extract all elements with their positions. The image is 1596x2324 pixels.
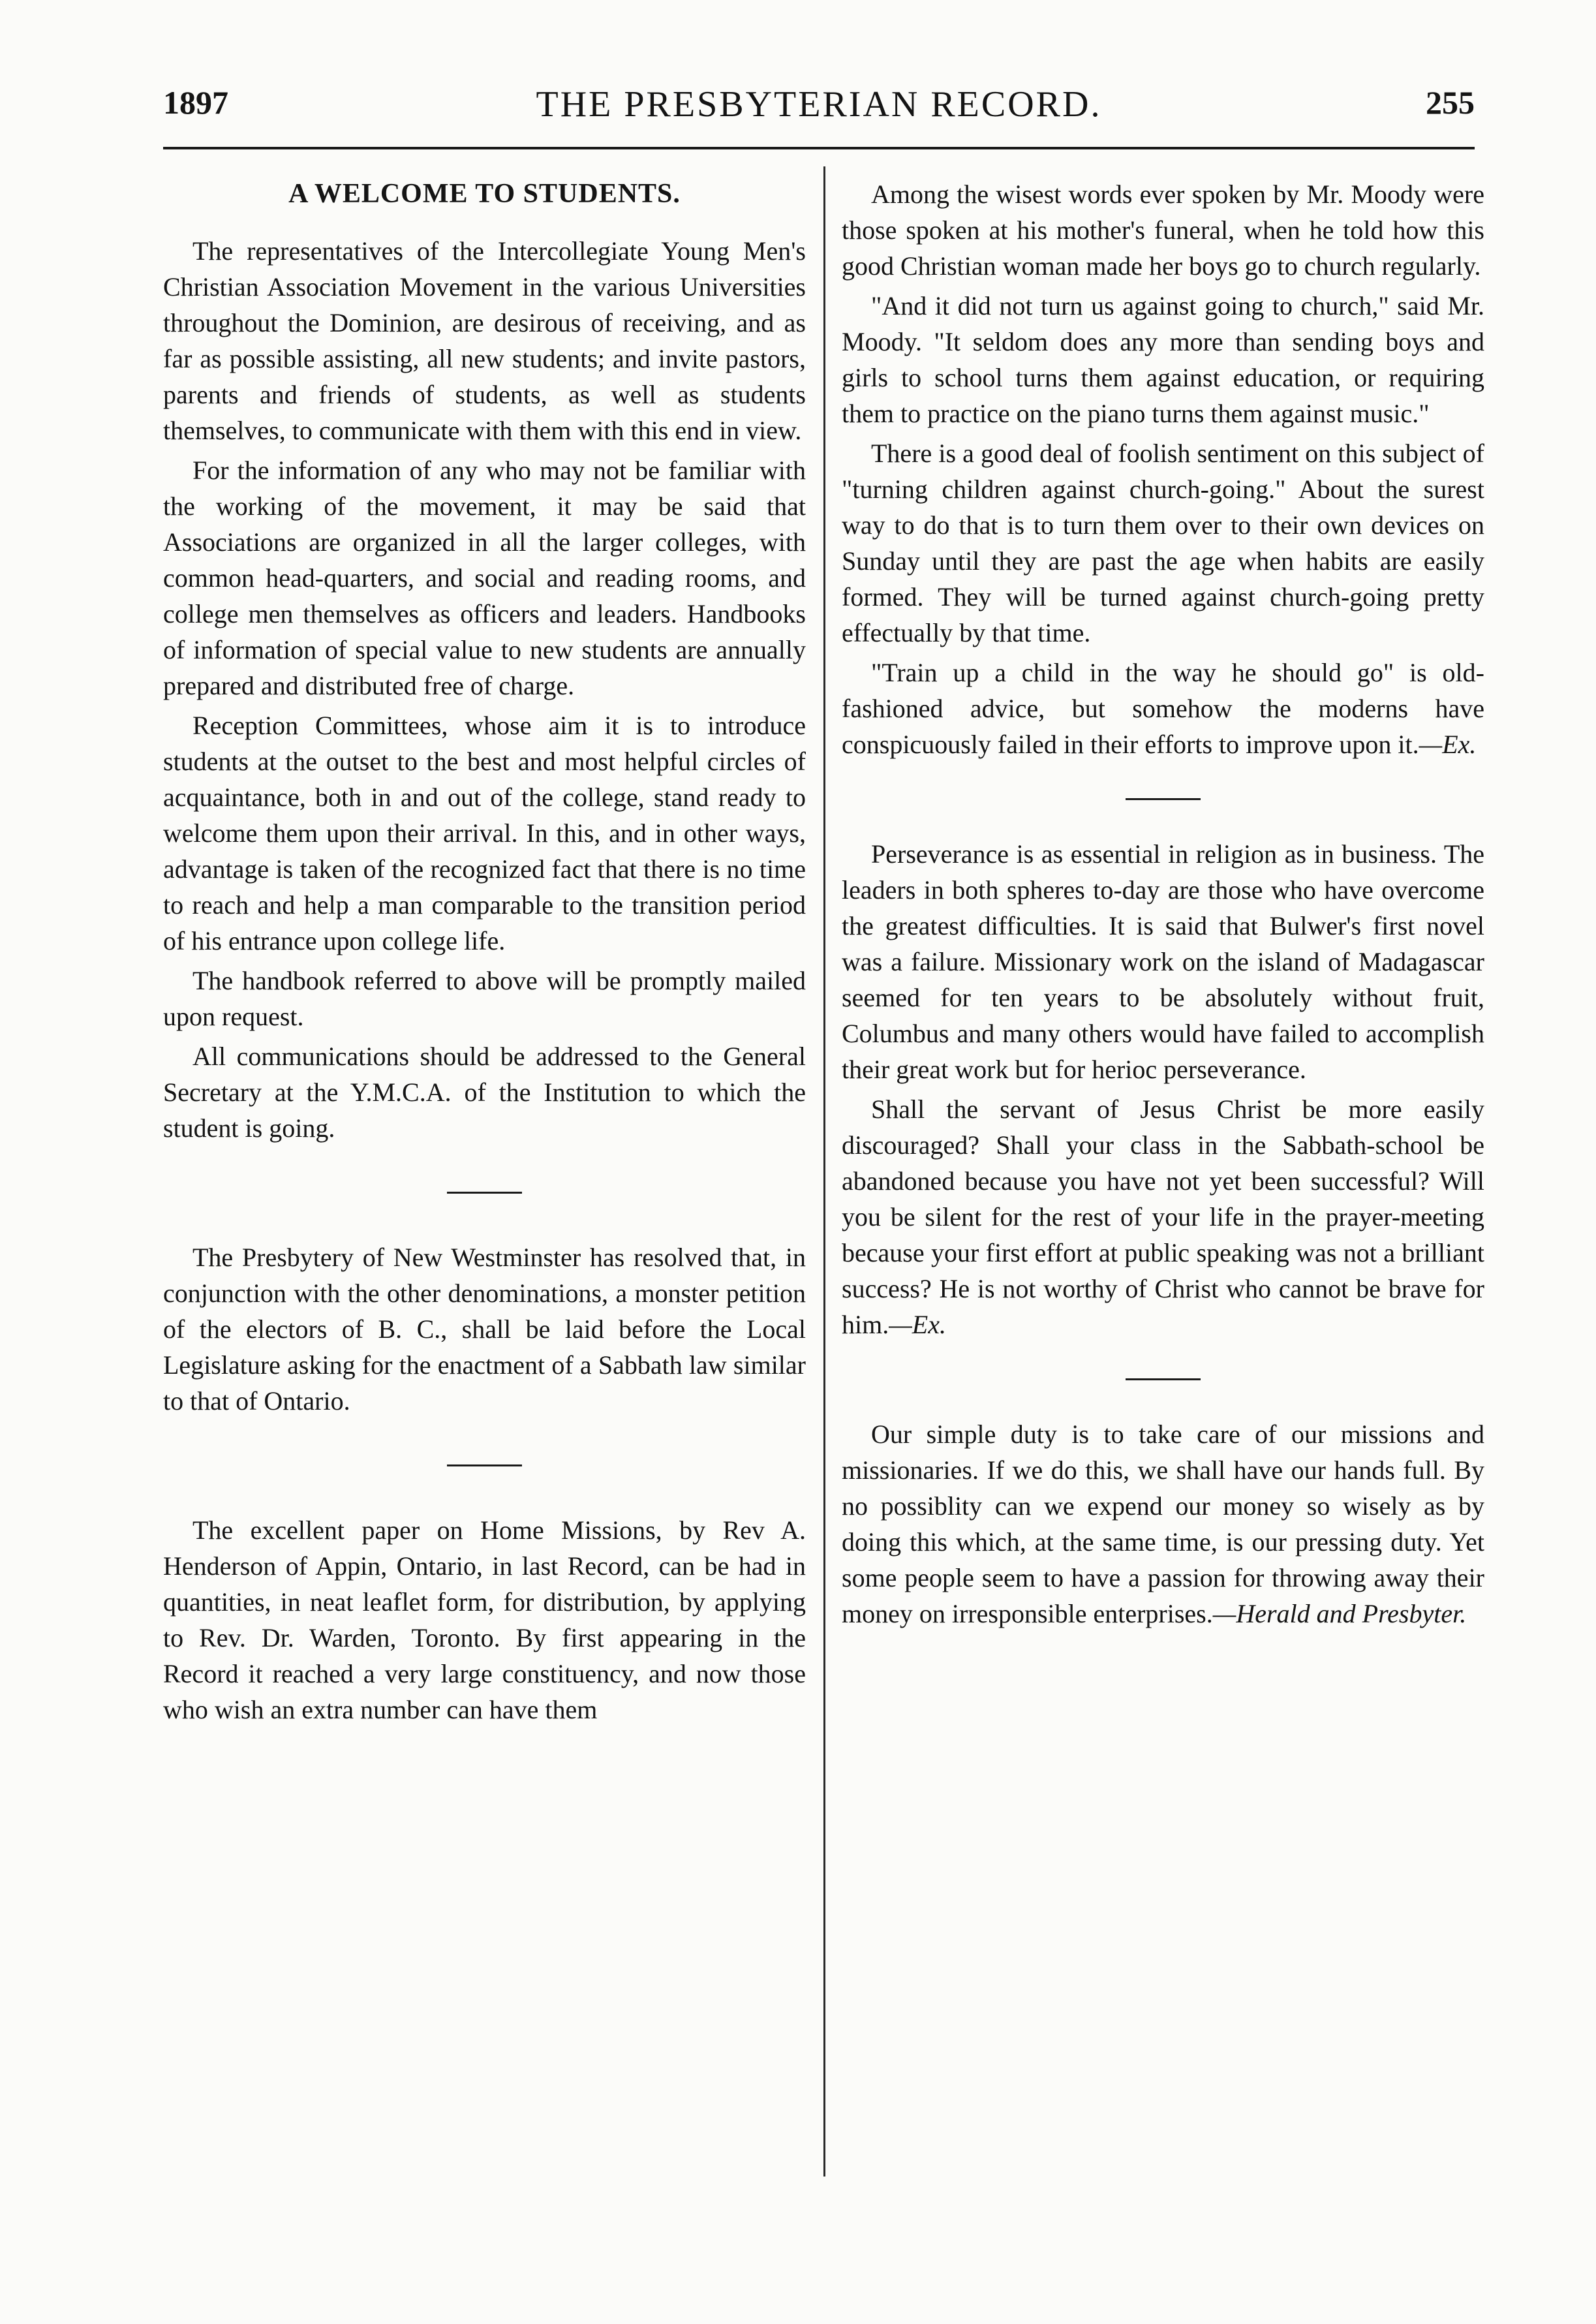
- duty-source: —Herald and Presbyter.: [1212, 1599, 1467, 1628]
- duty-paragraph: [842, 1416, 1484, 1632]
- welcome-paragraph-1: The representatives of the Intercollegiate Young Men's Christian Association Movement in the various Universities throughout the Dominion, are desirous of receiving, and as far as possible assisting, all new students; and invite pastors, parents and friends of students, as well as students themselves, to communicate with them with this end in view.: [163, 236, 806, 445]
- header-year: 1897: [163, 84, 228, 121]
- section-separator: [447, 1464, 522, 1466]
- moody-paragraph-2: "And it did not turn us against going to church," said Mr. Moody. "It seldom does any more than sending boys and girls to school turns them against education, or requiring them to practice on the piano turns them against music.": [842, 291, 1484, 428]
- moody-paragraph-3: There is a good deal of foolish sentiment on this subject of "turning children against church-going." About the surest way to do that is to turn them over to their own devices on Sunday until they are past the age when habits are easily formed. They will be turned against church-going pretty effectually by that time.: [842, 439, 1484, 647]
- westminster-paragraph: The Presbytery of New Westminster has resolved that, in conjunction with the other denominations, a monster petition of the electors of B. C., shall be laid before the Local Legislature asking for the enactment of a Sabbath law similar to that of Ontario.: [163, 1243, 806, 1416]
- servant-text: Shall the servant of Jesus Christ be more easily discouraged? Shall your class in the Sabbath-school be abandoned because you have not yet been successful? Will you be silent for the rest of your life in the prayer-meeting because your first effort at public speaking was not a brilliant success? He is not worthy of Christ who cannot be brave for him.: [842, 1094, 1484, 1339]
- perseverance-paragraph: Perseverance is as essential in religion as in business. The leaders in both spheres to-day are those who have overcome the greatest difficulties. It is said that Bulwer's first novel was a failure. Missionary work on the island of Madagascar seemed for ten years to be absolutely without fruit, Columbus and many others would have failed to accomplish their great work but for herioc perseverance.: [842, 839, 1484, 1084]
- left-column: [163, 176, 806, 1731]
- page-header: [163, 84, 1475, 136]
- page-number: 255: [1426, 84, 1475, 121]
- column-divider: [823, 166, 825, 2177]
- section-separator: [1126, 1378, 1201, 1380]
- train-paragraph: [842, 655, 1484, 762]
- publication-title: THE PRESBYTERIAN RECORD.: [536, 84, 1102, 125]
- section-separator: [447, 1192, 522, 1194]
- welcome-paragraph-4: The handbook referred to above will be promptly mailed upon request.: [163, 966, 806, 1031]
- welcome-paragraph-3: Reception Committees, whose aim it is to introduce students at the outset to the best and most helpful circles of acquaintance, both in and out of the college, stand ready to welcome them upon their arrival. In this, and in other ways, advantage is taken of the recognized fact that there is no time to reach and help a man comparable to the transition period of his entrance upon college life.: [163, 711, 806, 955]
- section-separator: [1126, 798, 1201, 800]
- right-column: [842, 176, 1484, 1635]
- duty-text: Our simple duty is to take care of our missions and missionaries. If we do this, we shall have our hands full. By no possiblity can we expend our money so wisely as by doing this which, at the same time, is our pressing duty. Yet some people seem to have a passion for throwing away their money on irresponsible enterprises.: [842, 1419, 1484, 1628]
- servant-source: —Ex.: [889, 1310, 946, 1339]
- home-missions-paragraph: The excellent paper on Home Missions, by Rev A. Henderson of Appin, Ontario, in last Record, can be had in quantities, in neat leaflet form, for distribution, by applying to Rev. Dr. Warden, Toronto. By first appearing in the Record it reached a very large constituency, and now those who wish an extra number can have them: [163, 1515, 806, 1724]
- welcome-paragraph-2: For the information of any who may not be familiar with the working of the movement, it may be said that Associations are organized in all the larger colleges, with common head-quarters, and social and reading rooms, and college men themselves as officers and leaders. Handbooks of information of special value to new students are annually prepared and distributed free of charge.: [163, 456, 806, 700]
- welcome-paragraph-5: All communications should be addressed to the General Secretary at the Y.M.C.A. of the Institution to which the student is going.: [163, 1042, 806, 1143]
- article-title-welcome: A WELCOME TO STUDENTS.: [288, 179, 681, 209]
- train-source: —Ex.: [1419, 730, 1477, 759]
- train-text: "Train up a child in the way he should go" is old-fashioned advice, but somehow the moderns have conspicuously failed in their efforts to improve upon it.: [842, 658, 1484, 759]
- servant-paragraph: [842, 1091, 1484, 1342]
- moody-paragraph-1: Among the wisest words ever spoken by Mr. Moody were those spoken at his mother's funeral, when he told how this good Christian woman made her boys go to church regularly.: [842, 179, 1484, 281]
- header-rule: [163, 147, 1475, 149]
